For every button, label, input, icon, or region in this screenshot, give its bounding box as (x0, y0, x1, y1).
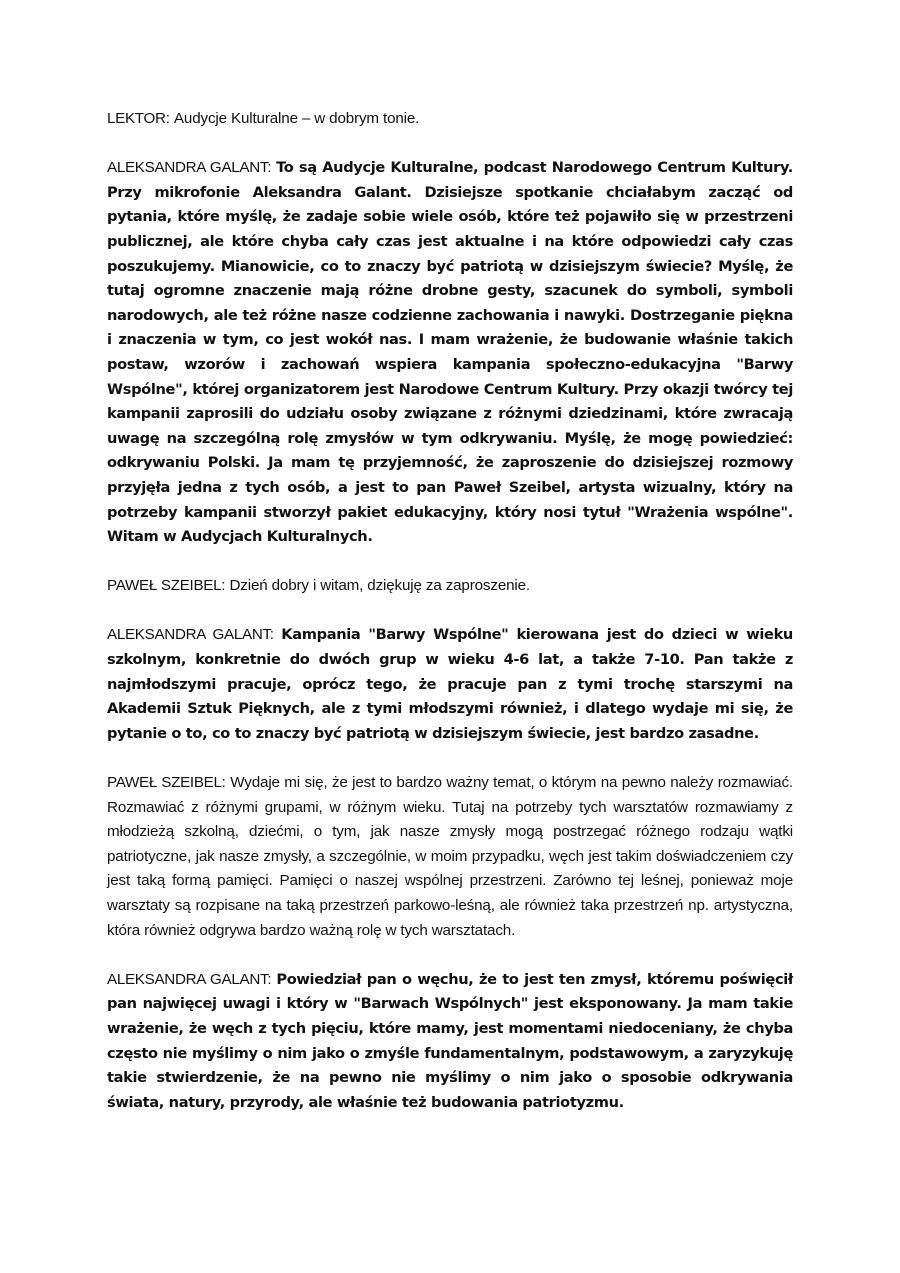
speech-text: To są Audycje Kulturalne, podcast Narodowego Centrum Kultury. Przy mikrofonie Aleksandra Galant. Dzisiejsze spotkanie chciałabym zacząć od pytania, które myślę, że zadaje sobie wiele osób, które też pojawiło się w przestrzeni publicznej, ale które chyba cały czas jest aktualne i na które odpowiedzi cały czas poszukujemy. Mianowicie, co to znaczy być patriotą w dzisiejszym świecie? Myślę, że tutaj ogromne znaczenie mają różne drobne gesty, szacunek do symboli, symboli narodowych, ale też różne nasze codzienne zachowania i nawyki. Dostrzeganie piękna i znaczenia w tym, co jest wokół nas. I mam wrażenie, że budowanie właśnie takich postaw, wzorów i zachowań wspiera kampania społeczno-edukacyjna "Barwy Wspólne", której organizatorem jest Narodowe Centrum Kultury. Przy okazji twórcy tej kampanii zaprosili do udziału osoby związane z różnymi dziedzinami, które zwracają uwagę na szczególną rolę zmysłów w tym odkrywaniu. Myślę, że mogę powiedzieć: odkrywaniu Polski. Ja mam tę przyjemność, że zaproszenie do dzisiejszej rozmowy przyjęła jedna z tych osób, a jest to pan Paweł Szeibel, artysta wizualny, który na potrzeby kampanii stworzył pakiet edukacyjny, który nosi tytuł "Wrażenia wspólne". Witam w Audycjach Kulturalnych. (107, 159, 793, 546)
speaker-label: ALEKSANDRA GALANT: (107, 159, 272, 177)
transcript-paragraph-galant-1 (107, 156, 793, 550)
speech-text: Powiedział pan o węchu, że to jest ten zmysł, któremu poświęcił pan najwięcej uwagi i który w "Barwach Wspólnych" jest eksponowany. Ja mam takie wrażenie, że węch z tych pięciu, które mamy, jest momentami niedoceniany, że chyba często nie myślimy o nim jako o zmyśle fundamentalnym, podstawowym, a zaryzykuję takie stwierdzenie, że na pewno nie myślimy o nim jako o sposobie odkrywania świata, natury, przyrody, ale właśnie też budowania patriotyzmu. (107, 970, 793, 1111)
transcript-page (107, 107, 793, 1140)
speaker-label: LEKTOR: (107, 110, 170, 127)
speaker-label: ALEKSANDRA GALANT: (107, 970, 272, 988)
speaker-label: PAWEŁ SZEIBEL: (107, 577, 226, 595)
speaker-label: ALEKSANDRA GALANT: (107, 626, 274, 644)
transcript-paragraph-galant-3 (107, 968, 793, 1116)
speaker-label: PAWEŁ SZEIBEL: (107, 774, 226, 792)
transcript-paragraph-szeibel-1 (107, 574, 793, 599)
speech-text: Audycje Kulturalne – w dobrym tonie. (173, 110, 420, 127)
speech-text: Kampania "Barwy Wspólne" kierowana jest do dzieci w wieku szkolnym, konkretnie do dwóch grup w wieku 4-6 lat, a także 7-10. Pan także z najmłodszymi pracuje, oprócz tego, że pracuje pan z tymi trochę starszymi na Akademii Sztuk Pięknych, ale z tymi młodszymi również, i dlatego wydaje mi się, że pytanie o to, co to znaczy być patriotą w dzisiejszym świecie, jest bardzo zasadne. (107, 626, 793, 742)
transcript-paragraph-galant-2 (107, 623, 793, 746)
transcript-paragraph-szeibel-2 (107, 771, 793, 943)
speech-text: Wydaje mi się, że jest to bardzo ważny temat, o którym na pewno należy rozmawiać. Rozmawiać z różnymi grupami, w różnym wieku. Tutaj na potrzeby tych warsztatów rozmawiamy z młodzieżą szkolną, dziećmi, o tym, jak nasze zmysły mogą postrzegać różnego rodzaju wątki patriotyczne, jak nasze zmysły, a szczególnie, w moim przypadku, węch jest takim doświadczeniem czy jest taką formą pamięci. Pamięci o naszej wspólnej przestrzeni. Zarówno tej leśnej, ponieważ moje warsztaty są rozpisane na taką przestrzeń parkowo-leśną, ale również taka przestrzeń np. artystyczna, która również odgrywa bardzo ważną rolę w tych warsztatach. (107, 774, 793, 939)
transcript-paragraph-lektor-intro (107, 107, 793, 132)
speech-text: Dzień dobry i witam, dziękuję za zaproszenie. (229, 577, 530, 595)
